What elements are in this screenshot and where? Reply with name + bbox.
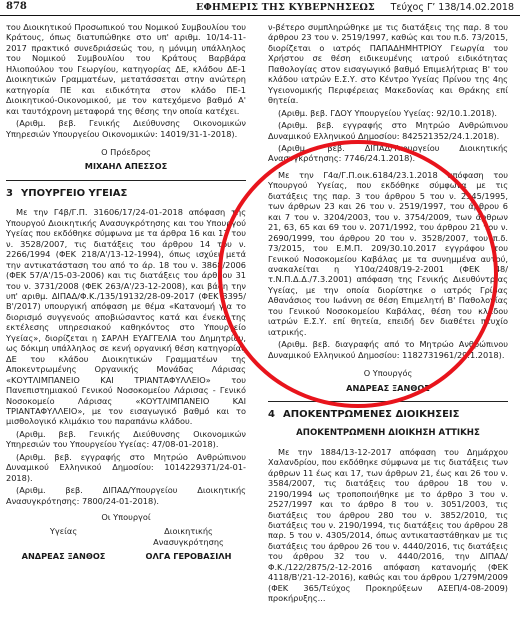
signer-right-title: Διοικητικής Ανασυγκρότησης — [153, 526, 224, 547]
minister-signature-name: ΑΝΔΡΕΑΣ ΞΑΝΘΟΣ — [346, 382, 430, 393]
right-column — [268, 22, 508, 606]
deletion-certificate-note: (Αριθμ. βεβ. διαγραφής από το Μητρώο Ανθρώπινου Δυναμικού Ελληνικού Δημοσίου: 1182731961/29.1.2018). — [268, 339, 508, 360]
right-certificate-note-3: (Αριθμ. βεβ. ΔΙΠΑΔ/Υπουργείου Διοικητικής Ανασυγκρότησης: 7746/24.1.2018). — [268, 142, 508, 164]
section-divider — [6, 180, 246, 181]
signature-block — [6, 526, 246, 561]
section-number-right: 4 — [268, 408, 275, 420]
page-number: 878 — [6, 1, 27, 12]
intro-certificate-note: (Αριθμ. βεβ. Γενικής Διεύθυνσης Οικονομικών Υπηρεσιών Υπουργείου Οικονομικών: 14019/31-1-2018). — [6, 118, 246, 139]
section-heading-administrations — [268, 410, 508, 420]
appointment-decision-paragraph: Με την Γ4β/Γ.Π. 31606/17/24-01-2018 απόφαση της Υπουργού Διοικητικής Ανασυγκρότησης και του Υπουργού Υγείας που εκδόθηκε σύμφωνα με τα άρθρα 16 και 17 του ν. 3528/2007, τις διατάξεις του άρθρου 14 του ν. 2266/1994 (ΦΕΚ 218/Α'/13-12-1994), όπως ισχύει μετά την αντικατάσταση του από το άρ. 18 του ν. 3868/2006 (ΦΕΚ 57/Α'/15-03-2006) και τις διατάξεις του άρθρου 31 του ν. 3731/2008 (ΦΕΚ 263/Α'/23-12-2008), και βάση την υπ' αριθμ. ΔΙΠΑΔ/Φ.Κ./135/19132/28-09-2017 (ΦΕΚ 3395/Β'/2017) υπουργική απόφαση με θέμα «Κατανομή για το διορισμό συγγενούς αποβιώσαντος κατά και ένεκα της εκτέλεσης υπηρεσιακού καθηκόντος στο Υπουργείο Υγείας», διορίζεται η ΣΑΡΛΗ ΕΥΑΓΓΕΛΙΑ του Δημητρίου, ως δόκιμη υπάλληλος σε κενή οργανική θέση κατηγορίας ΔΕ του κλάδου Διοικητικών Γραμματέων της Αποκεντρωμένης Οργανικής Μονάδας Λάρισας «ΚΟΥΤΛΙΜΠΑΝΕΙΟ ΚΑΙ ΤΡΙΑΝΤΑΦΥΛΛΕΙΟ» του Πανεπιστημιακού Γενικού Νοσοκομείου Λάρισας - Γενικό Νοσοκομείο Λάρισας «ΚΟΥΤΛΙΜΠΑΝΕΙΟ ΚΑΙ ΤΡΙΑΝΤΑΦΥΛΛΕΙΟ», με τον εισαγωγικό βαθμό και το μισθολογικό κλιμάκιο του παραπάνω κλάδου. — [6, 207, 246, 427]
section-number: 3 — [6, 187, 13, 199]
intro-signature-title: Ο Πρόεδρος — [101, 146, 151, 157]
left-column — [6, 22, 246, 562]
section-divider-right — [268, 401, 508, 402]
section-title: ΥΠΟΥΡΓΕΙΟ ΥΓΕΙΑΣ — [20, 187, 128, 199]
right-certificate-note-2: (Αριθμ. βεβ. εγγραφής στο Μητρώο Ανθρώπινου Δυναμικού Ελληνικού Δημοσίου: 842521352/24.1.2018). — [268, 120, 508, 141]
signer-right-name: ΟΛΓΑ ΓΕΡΟΒΑΣΙΛΗ — [145, 551, 232, 562]
section-title-right: ΑΠΟΚΕΝΤΡΩΜΕΝΕΣ ΔΙΟΙΚΗΣΕΙΣ — [282, 408, 460, 420]
page-header — [0, 0, 520, 16]
continued-paragraph: ν-βέτερο συμπληρώθηκε με τις διατάξεις της παρ. 8 του άρθρου 23 του ν. 2519/1997, καθώς και του π.δ. 73/2015, διορίζεται ο ιατρός ΠΑΠΑΔΗΜΗΤΡΙΟΥ Γεωργία του Χρήστου σε θέση ειδικευμένης ιατρού ειδικότητας Παθολογίας στον εισαγωγικό βαθμό Επιμελήτριας Β' του κλάδου ιατρών Ε.Σ.Υ. στο Κέντρο Υγείας Πρίνου της 4ης Υγειονομικής Περιφέρειας Μακεδονίας και Θράκης επί θητεία. — [268, 22, 508, 106]
certificate-note-3: (Αριθμ. βεβ. ΔΙΠΑΔ/Υπουργείου Διοικητικής Ανασυγκρότησης: 7800/24-01-2018). — [6, 485, 246, 506]
right-certificate-note-1: (Αριθμ. βεβ. ΓΔΟΥ Υπουργείου Υγείας: 92/10.1.2018). — [278, 107, 497, 118]
revocation-decision-paragraph: Με την Γ4α/Γ.Π.οικ.6184/23.1.2018 απόφαση του Υπουργού Υγείας, που εκδόθηκε σύμφωνα με τις διατάξεις της παρ. 3 του άρθρου 5 του ν. 2345/1995, των άρθρων 23 και 26 του ν. 2519/1997, του άρθρου 6 και 7 του ν. 3204/2003, του ν. 3754/2009, των άρθρων 21, 63, 65 και 69 του ν. 2071/1992, του άρθρου 21 του ν. 2690/1999, του άρθρου 20 του ν. 3528/2007, του π.δ. 73/2015, του Ε.Μ.Π. 209/30.10.2017 εγγράφου του Γενικού Νοσοκομείου Καβάλας με τα συνημμένα αυτού, ανακαλείται η Υ10α/2408/19-2-2001 (ΦΕΚ 48/τ.Ν.Π.Δ.Δ./7.3.2001) απόφαση της Γενικής Διευθύντριας Υγείας, με την οποία διορίστηκε ο ιατρός Γρίβας Αθανάσιος του Ιωάννη σε θέση Επιμελητή Β' Παθολογίας του Γενικού Νοσοκομείου Καβάλας, θέση του κλάδου ιατρών Ε.Σ.Υ. επί θητεία, επειδή δεν διαθέτει πτυχίο ιατρικής. — [268, 169, 508, 337]
intro-signature-name: ΜΙΧΑΗΛ ΑΠΕΣΣΟΣ — [84, 161, 168, 172]
intro-paragraph: του Διοικητικού Προσωπικού του Νομικού Συμβουλίου του Κράτους, όπως διατυπώθηκε στο υπ' αριθμ. 10/14-11-2017 πρακτικό συνεδριάσεώς του, η μόνιμη υπάλληλος του Νομικού Συμβουλίου του Κράτους Βαρβάρα Ηλιοπούλου του Γεωργίου, κατηγορίας ΔΕ, κλάδου ΔΕ-1 Διοικητικών Γραμματέων, μετατάσσεται στην ανώτερη κατηγορία ΠΕ και ειδικότητα στον κλάδο ΠΕ-1 Διοικητικού-Οικονομικού, με τον κατεχόμενο βαθμό Α' και ταυτόχρονη μεταφορά της θέσης την οποία κατέχει. — [6, 22, 246, 116]
signature-heading: Οι Υπουργοί — [101, 512, 151, 523]
section-heading-health — [6, 189, 246, 199]
subsection-heading: ΑΠΟΚΕΝΤΡΩΜΕΝΗ ΔΙΟΙΚΗΣΗ ΑΤΤΙΚΗΣ — [296, 428, 480, 439]
mayor-decision-paragraph: Με την 1884/13-12-2017 απόφαση του Δημάρχου Χαλανδρίου, που εκδόθηκε σύμφωνα με τις διατάξεις των άρθρων 11 έως και 17, των άρθρων 21, έως και 26 του ν. 3584/2007, τις διατάξεις του άρθρου 18 του ν. 2190/1994 ως τροποποιήθηκε με το άρθρο 3 του ν. 2527/1997 και το άρθρο 8 του ν. 3051/2003, τις διατάξεις του άρθρου 280 του ν. 3852/2010, τις διατάξεις του ν. 2190/1994, τις διατάξεις του άρθρου 28 παρ. 5 του ν. 4305/2014, όπως αντικαταστάθηκαν με τις διατάξεις του άρθρου 26 του ν. 4440/2016, τις διατάξεις του άρθρου 32 του ν. 4440/2016, την ΔΙΠΑΔ/Φ.Κ./122/2875/2-12-2016 απόφαση κατανομής (ΦΕΚ 4118/Β'/21-12-2016), καθώς και του άρθρου 1/279Μ/2009 (ΦΕΚ 365/Τεύχος Προκηρύξεων ΑΣΕΠ/4-08-2009) προκήρυξης... — [268, 446, 508, 604]
minister-signature-title: Ο Υπουργός — [363, 368, 413, 379]
certificate-note-1: (Αριθμ. βεβ. Γενικής Διεύθυνσης Οικονομικών Υπηρεσιών του Υπουργείου Υγείας: 47/08-01-2018). — [6, 428, 246, 450]
issue-reference: Τεύχος Γ’ 138/14.02.2018 — [390, 2, 514, 13]
signer-left-title: Υγείας — [49, 526, 78, 537]
gazette-title: ΕΦΗΜΕΡΙΣ ΤΗΣ ΚΥΒΕΡΝΗΣΕΩΣ — [196, 2, 375, 13]
certificate-note-2: (Αριθμ. βεβ. εγγραφής στο Μητρώο Ανθρώπινου Δυναμικού Ελληνικού Δημοσίου: 1014229371/24-01-2018). — [6, 451, 246, 483]
signer-left-name: ΑΝΔΡΕΑΣ ΞΑΝΘΟΣ — [21, 551, 106, 562]
